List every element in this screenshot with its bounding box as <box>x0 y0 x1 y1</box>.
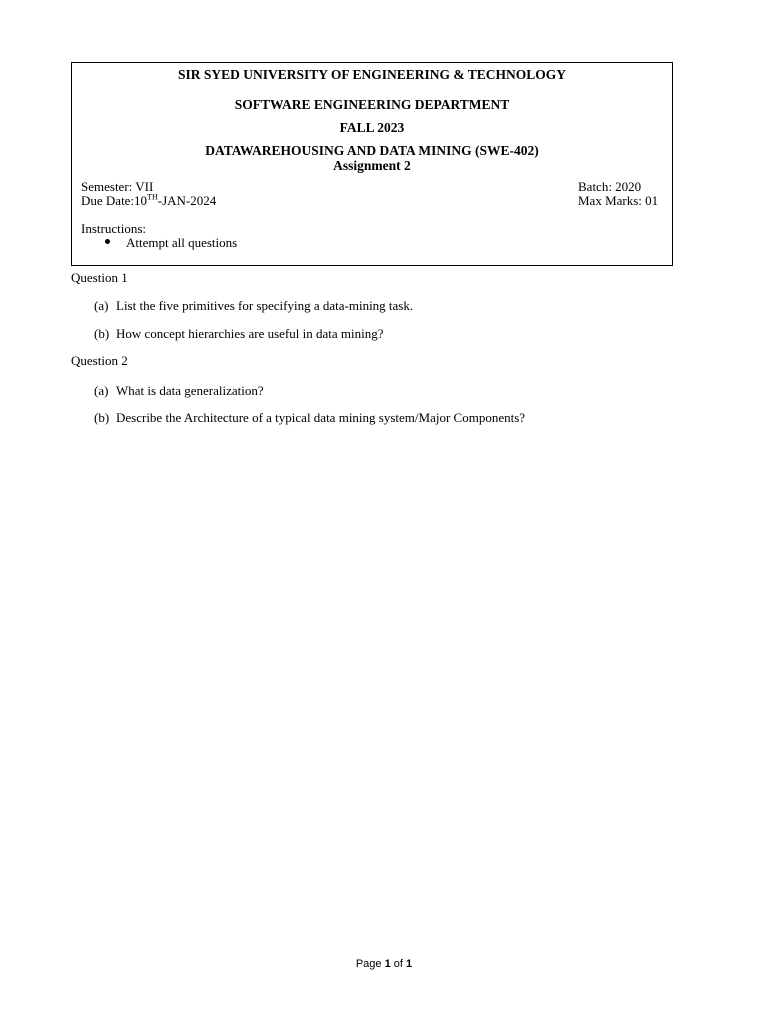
question-part-text: Describe the Architecture of a typical data mining system/Major Components? <box>116 410 526 425</box>
due-date <box>81 194 216 208</box>
due-date-suffix: -JAN-2024 <box>157 193 217 208</box>
question-part-label: (a) <box>94 383 109 398</box>
instructions-label: Instructions: <box>81 221 146 236</box>
max-marks: Max Marks: 01 <box>578 193 659 208</box>
question-2a <box>94 384 264 398</box>
due-date-superscript: TH <box>147 192 158 202</box>
bullet-icon <box>105 239 110 244</box>
instruction-item: Attempt all questions <box>126 235 238 250</box>
question-part-text: List the five primitives for specifying a data-mining task. <box>116 298 414 313</box>
question-1b <box>94 327 383 341</box>
department-name: SOFTWARE ENGINEERING DEPARTMENT <box>234 97 510 112</box>
question-2b <box>94 411 525 425</box>
course-title: DATAWAREHOUSING AND DATA MINING (SWE-402) <box>205 143 539 158</box>
question-1a <box>94 299 413 313</box>
due-date-prefix: Due Date:10 <box>81 193 148 208</box>
question-part-label: (a) <box>94 298 109 313</box>
assignment-title: Assignment 2 <box>333 158 411 173</box>
current-page-number: 1 <box>384 958 391 970</box>
question-part-label: (b) <box>94 326 110 341</box>
question-part-label: (b) <box>94 410 110 425</box>
batch: Batch: 2020 <box>578 179 642 194</box>
question-part-text: How concept hierarchies are useful in data mining? <box>116 326 384 341</box>
question-2-title: Question 2 <box>71 353 128 368</box>
assignment-header-box <box>71 62 673 266</box>
semester: Semester: VII <box>81 179 154 194</box>
question-1-title: Question 1 <box>71 270 128 285</box>
of-word: of <box>393 958 403 970</box>
question-part-text: What is data generalization? <box>116 383 264 398</box>
page-word: Page <box>355 958 382 970</box>
page-footer <box>0 958 768 971</box>
total-page-count: 1 <box>406 958 413 970</box>
term: FALL 2023 <box>339 120 405 135</box>
university-name: SIR SYED UNIVERSITY OF ENGINEERING & TECHNOLOGY <box>177 67 567 82</box>
